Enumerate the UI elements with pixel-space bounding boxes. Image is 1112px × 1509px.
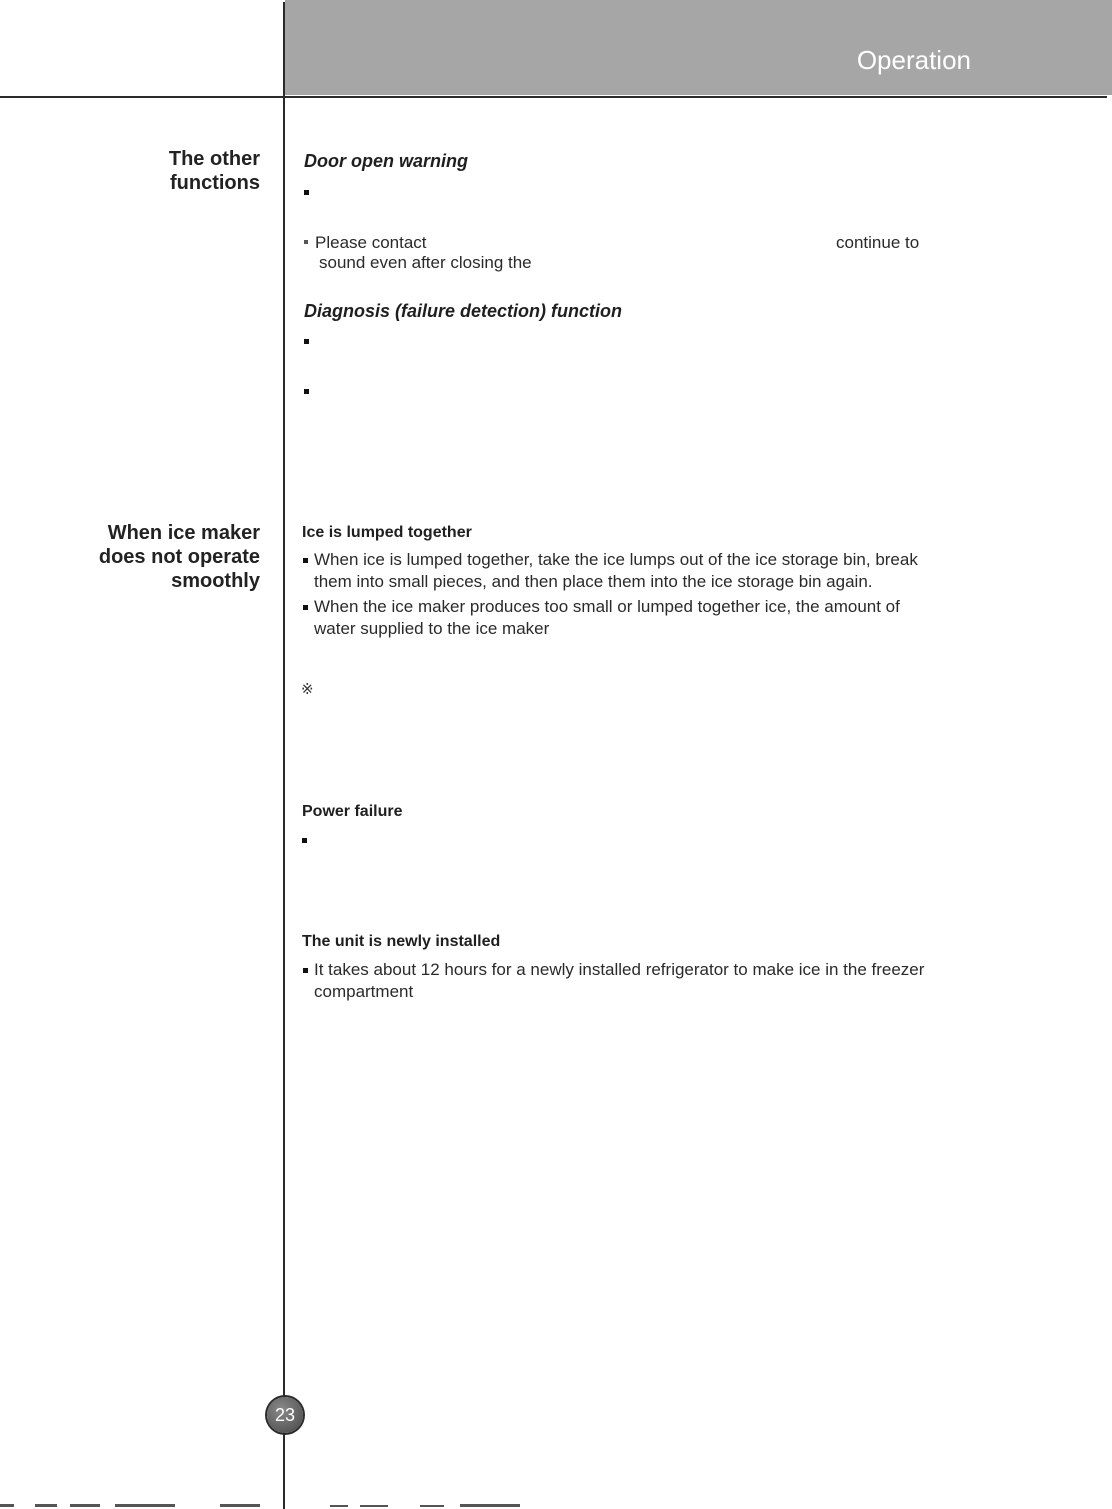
reference-mark-icon: ※ — [301, 681, 314, 698]
side-heading-line: The other — [168, 148, 260, 170]
ice-lumped-text: When the ice maker produces too small or lumped together ice, the amount of — [314, 597, 900, 616]
page-number-badge: 23 — [267, 1397, 303, 1433]
ice-lumped-text: When ice is lumped together, take the ice lumps out of the ice storage bin, break — [314, 550, 918, 569]
bullet-icon — [304, 339, 309, 344]
newly-installed-text: It takes about 12 hours for a newly installed refrigerator to make ice in the freezer — [314, 960, 925, 979]
newly-installed-text: compartment — [314, 982, 414, 1001]
side-heading-line: functions — [170, 172, 260, 194]
bullet-icon — [303, 968, 308, 973]
side-heading-line: When ice maker — [107, 522, 260, 544]
newly-installed-title: The unit is newly installed — [302, 933, 501, 950]
ice-lumped-text: water supplied to the ice maker — [314, 619, 550, 638]
page-title: Operation — [856, 45, 971, 75]
side-heading-other-functions — [169, 147, 260, 195]
bullet-icon — [304, 389, 309, 394]
header-divider — [0, 96, 1107, 98]
door-contact-text-c: sound even after closing the — [319, 253, 532, 272]
door-open-warning-title: Door open warning — [304, 151, 468, 171]
ice-lumped-text: them into small pieces, and then place them into the ice storage bin again. — [314, 572, 873, 591]
side-heading-line: smoothly — [171, 570, 260, 592]
diagnosis-title: Diagnosis (failure detection) function — [304, 301, 623, 321]
header-bar — [285, 0, 1112, 95]
side-heading-ice-maker — [99, 521, 260, 593]
bullet-icon — [303, 558, 308, 563]
ice-lumped-title: Ice is lumped together — [302, 524, 472, 541]
side-heading-line: does not operate — [98, 546, 260, 568]
bullet-icon — [303, 605, 308, 610]
bullet-icon — [302, 838, 307, 843]
bullet-icon — [304, 190, 309, 195]
printer-marks — [0, 1500, 1112, 1509]
bullet-icon — [304, 240, 308, 244]
door-contact-text-b: continue to — [836, 233, 920, 252]
column-divider — [283, 2, 285, 1509]
power-failure-title: Power failure — [302, 803, 403, 820]
door-contact-text-a: Please contact — [315, 233, 427, 252]
